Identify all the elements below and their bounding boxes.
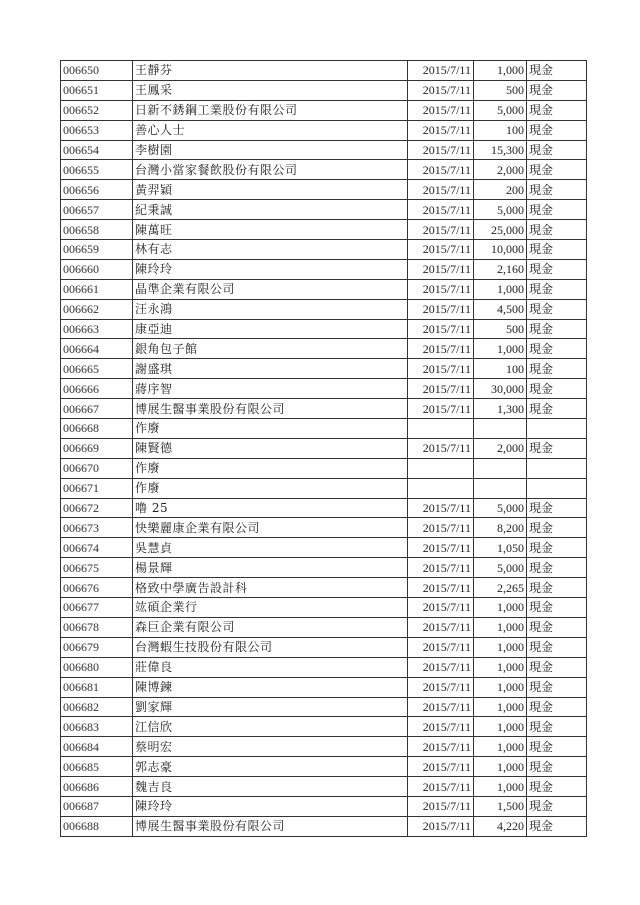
donation-date-cell: 2015/7/11 <box>408 677 474 697</box>
donor-name-cell: 江信欣 <box>133 717 408 737</box>
amount-cell: 200 <box>474 180 527 200</box>
ledger-body <box>61 61 587 837</box>
donor-name-cell: 作廢 <box>133 419 408 439</box>
table-row <box>61 558 587 578</box>
receipt-number-cell: 006676 <box>61 578 133 598</box>
table-row <box>61 717 587 737</box>
table-row <box>61 578 587 598</box>
payment-method-cell: 現金 <box>527 359 587 379</box>
receipt-number-cell: 006667 <box>61 399 133 419</box>
amount-cell: 1,000 <box>474 637 527 657</box>
payment-method-cell: 現金 <box>527 279 587 299</box>
payment-method-cell: 現金 <box>527 737 587 757</box>
amount-cell: 1,000 <box>474 61 527 81</box>
donor-name-cell: 謝盛琪 <box>133 359 408 379</box>
donor-name-cell: 黃羿穎 <box>133 180 408 200</box>
receipt-number-cell: 006663 <box>61 319 133 339</box>
payment-method-cell <box>527 458 587 478</box>
donation-date-cell: 2015/7/11 <box>408 657 474 677</box>
receipt-number-cell: 006660 <box>61 259 133 279</box>
payment-method-cell: 現金 <box>527 80 587 100</box>
payment-method-cell: 現金 <box>527 299 587 319</box>
donor-name-cell: 作廢 <box>133 478 408 498</box>
payment-method-cell: 現金 <box>527 697 587 717</box>
receipt-number-cell: 006655 <box>61 160 133 180</box>
donor-name-cell: 蔡明宏 <box>133 737 408 757</box>
donation-date-cell: 2015/7/11 <box>408 538 474 558</box>
donation-date-cell <box>408 419 474 439</box>
donation-date-cell: 2015/7/11 <box>408 279 474 299</box>
table-row <box>61 180 587 200</box>
donor-name-cell: 陳玲玲 <box>133 259 408 279</box>
amount-cell: 5,000 <box>474 558 527 578</box>
amount-cell: 1,000 <box>474 737 527 757</box>
payment-method-cell: 現金 <box>527 240 587 260</box>
donor-name-cell: 博展生醫事業股份有限公司 <box>133 816 408 836</box>
payment-method-cell: 現金 <box>527 598 587 618</box>
donation-date-cell: 2015/7/11 <box>408 299 474 319</box>
donation-date-cell: 2015/7/11 <box>408 240 474 260</box>
donation-date-cell: 2015/7/11 <box>408 80 474 100</box>
donor-name-cell: 林有志 <box>133 240 408 260</box>
donation-date-cell: 2015/7/11 <box>408 518 474 538</box>
table-row <box>61 80 587 100</box>
receipt-number-cell: 006654 <box>61 140 133 160</box>
amount-cell: 100 <box>474 359 527 379</box>
receipt-number-cell: 006650 <box>61 61 133 81</box>
donation-date-cell: 2015/7/11 <box>408 339 474 359</box>
payment-method-cell: 現金 <box>527 61 587 81</box>
donor-name-cell: 台灣小當家餐飲股份有限公司 <box>133 160 408 180</box>
donation-date-cell: 2015/7/11 <box>408 120 474 140</box>
amount-cell: 1,500 <box>474 796 527 816</box>
receipt-number-cell: 006670 <box>61 458 133 478</box>
payment-method-cell: 現金 <box>527 120 587 140</box>
donor-name-cell: 噜 25 <box>133 498 408 518</box>
receipt-number-cell: 006685 <box>61 757 133 777</box>
payment-method-cell: 現金 <box>527 538 587 558</box>
table-row <box>61 637 587 657</box>
payment-method-cell: 現金 <box>527 578 587 598</box>
amount-cell: 1,000 <box>474 279 527 299</box>
table-row <box>61 399 587 419</box>
amount-cell: 1,000 <box>474 617 527 637</box>
donation-date-cell: 2015/7/11 <box>408 737 474 757</box>
table-row <box>61 259 587 279</box>
donation-date-cell: 2015/7/11 <box>408 637 474 657</box>
amount-cell: 2,265 <box>474 578 527 598</box>
donor-name-cell: 康亞迪 <box>133 319 408 339</box>
table-row <box>61 379 587 399</box>
amount-cell: 2,000 <box>474 438 527 458</box>
donor-name-cell: 竑碩企業行 <box>133 598 408 618</box>
donation-date-cell <box>408 478 474 498</box>
amount-cell: 1,300 <box>474 399 527 419</box>
table-row <box>61 438 587 458</box>
payment-method-cell: 現金 <box>527 379 587 399</box>
table-row <box>61 538 587 558</box>
receipt-number-cell: 006674 <box>61 538 133 558</box>
donor-name-cell: 銀角包子館 <box>133 339 408 359</box>
table-row <box>61 299 587 319</box>
amount-cell: 100 <box>474 120 527 140</box>
payment-method-cell <box>527 419 587 439</box>
payment-method-cell: 現金 <box>527 140 587 160</box>
amount-cell: 8,200 <box>474 518 527 538</box>
payment-method-cell: 現金 <box>527 399 587 419</box>
receipt-number-cell: 006652 <box>61 100 133 120</box>
receipt-number-cell: 006683 <box>61 717 133 737</box>
receipt-number-cell: 006675 <box>61 558 133 578</box>
donor-name-cell: 日新不銹鋼工業股份有限公司 <box>133 100 408 120</box>
table-row <box>61 598 587 618</box>
receipt-number-cell: 006658 <box>61 220 133 240</box>
receipt-number-cell: 006665 <box>61 359 133 379</box>
donor-name-cell: 王靜芬 <box>133 61 408 81</box>
donation-date-cell <box>408 458 474 478</box>
donor-name-cell: 楊景輝 <box>133 558 408 578</box>
donation-date-cell: 2015/7/11 <box>408 717 474 737</box>
payment-method-cell: 現金 <box>527 100 587 120</box>
amount-cell: 1,000 <box>474 657 527 677</box>
table-row <box>61 160 587 180</box>
donation-date-cell: 2015/7/11 <box>408 100 474 120</box>
donor-name-cell: 陳玲玲 <box>133 796 408 816</box>
receipt-number-cell: 006664 <box>61 339 133 359</box>
amount-cell: 5,000 <box>474 100 527 120</box>
table-row <box>61 419 587 439</box>
amount-cell: 1,000 <box>474 717 527 737</box>
amount-cell: 10,000 <box>474 240 527 260</box>
table-row <box>61 279 587 299</box>
donor-name-cell: 陳博鍊 <box>133 677 408 697</box>
donation-date-cell: 2015/7/11 <box>408 61 474 81</box>
donation-date-cell: 2015/7/11 <box>408 598 474 618</box>
donor-name-cell: 王鳳采 <box>133 80 408 100</box>
payment-method-cell <box>527 478 587 498</box>
receipt-number-cell: 006659 <box>61 240 133 260</box>
payment-method-cell: 現金 <box>527 339 587 359</box>
donation-date-cell: 2015/7/11 <box>408 200 474 220</box>
table-row <box>61 478 587 498</box>
table-row <box>61 796 587 816</box>
amount-cell: 5,000 <box>474 498 527 518</box>
receipt-number-cell: 006661 <box>61 279 133 299</box>
donation-date-cell: 2015/7/11 <box>408 438 474 458</box>
payment-method-cell: 現金 <box>527 319 587 339</box>
payment-method-cell: 現金 <box>527 180 587 200</box>
donor-name-cell: 快樂麗康企業有限公司 <box>133 518 408 538</box>
table-row <box>61 498 587 518</box>
payment-method-cell: 現金 <box>527 518 587 538</box>
donation-date-cell: 2015/7/11 <box>408 816 474 836</box>
receipt-number-cell: 006679 <box>61 637 133 657</box>
table-row <box>61 140 587 160</box>
donor-name-cell: 作廢 <box>133 458 408 478</box>
donor-name-cell: 蔣序智 <box>133 379 408 399</box>
donation-date-cell: 2015/7/11 <box>408 379 474 399</box>
amount-cell: 2,000 <box>474 160 527 180</box>
receipt-number-cell: 006684 <box>61 737 133 757</box>
donor-name-cell: 汪永鴻 <box>133 299 408 319</box>
donation-date-cell: 2015/7/11 <box>408 160 474 180</box>
donation-date-cell: 2015/7/11 <box>408 777 474 797</box>
table-row <box>61 657 587 677</box>
payment-method-cell: 現金 <box>527 757 587 777</box>
payment-method-cell: 現金 <box>527 677 587 697</box>
payment-method-cell: 現金 <box>527 637 587 657</box>
donation-ledger-table <box>60 60 587 837</box>
table-row <box>61 677 587 697</box>
amount-cell: 500 <box>474 319 527 339</box>
donation-date-cell: 2015/7/11 <box>408 180 474 200</box>
receipt-number-cell: 006662 <box>61 299 133 319</box>
table-row <box>61 697 587 717</box>
donor-name-cell: 晶準企業有限公司 <box>133 279 408 299</box>
amount-cell: 1,000 <box>474 598 527 618</box>
donor-name-cell: 魏吉良 <box>133 777 408 797</box>
table-row <box>61 617 587 637</box>
donation-date-cell: 2015/7/11 <box>408 578 474 598</box>
payment-method-cell: 現金 <box>527 438 587 458</box>
amount-cell: 1,000 <box>474 697 527 717</box>
donor-name-cell: 台灣蝦生技股份有限公司 <box>133 637 408 657</box>
table-row <box>61 458 587 478</box>
donor-name-cell: 博展生醫事業股份有限公司 <box>133 399 408 419</box>
donation-date-cell: 2015/7/11 <box>408 757 474 777</box>
donor-name-cell: 善心人士 <box>133 120 408 140</box>
table-row <box>61 220 587 240</box>
receipt-number-cell: 006668 <box>61 419 133 439</box>
donor-name-cell: 劉家輝 <box>133 697 408 717</box>
table-row <box>61 100 587 120</box>
donor-name-cell: 吳慧貞 <box>133 538 408 558</box>
donor-name-cell: 陳萬旺 <box>133 220 408 240</box>
amount-cell: 1,000 <box>474 777 527 797</box>
amount-cell: 30,000 <box>474 379 527 399</box>
amount-cell: 25,000 <box>474 220 527 240</box>
receipt-number-cell: 006680 <box>61 657 133 677</box>
donation-date-cell: 2015/7/11 <box>408 220 474 240</box>
donation-date-cell: 2015/7/11 <box>408 140 474 160</box>
receipt-number-cell: 006656 <box>61 180 133 200</box>
donor-name-cell: 莊偉良 <box>133 657 408 677</box>
donation-date-cell: 2015/7/11 <box>408 498 474 518</box>
receipt-number-cell: 006651 <box>61 80 133 100</box>
receipt-number-cell: 006657 <box>61 200 133 220</box>
donation-date-cell: 2015/7/11 <box>408 319 474 339</box>
donation-date-cell: 2015/7/11 <box>408 399 474 419</box>
table-row <box>61 120 587 140</box>
amount-cell: 1,000 <box>474 339 527 359</box>
table-row <box>61 61 587 81</box>
receipt-number-cell: 006678 <box>61 617 133 637</box>
donor-name-cell: 陳賢德 <box>133 438 408 458</box>
table-row <box>61 359 587 379</box>
donation-date-cell: 2015/7/11 <box>408 259 474 279</box>
receipt-number-cell: 006677 <box>61 598 133 618</box>
amount-cell: 500 <box>474 80 527 100</box>
amount-cell <box>474 458 527 478</box>
donor-name-cell: 格致中學廣告設計科 <box>133 578 408 598</box>
amount-cell: 1,050 <box>474 538 527 558</box>
donation-date-cell: 2015/7/11 <box>408 558 474 578</box>
receipt-number-cell: 006687 <box>61 796 133 816</box>
table-row <box>61 518 587 538</box>
receipt-number-cell: 006681 <box>61 677 133 697</box>
amount-cell: 5,000 <box>474 200 527 220</box>
table-row <box>61 319 587 339</box>
receipt-number-cell: 006672 <box>61 498 133 518</box>
table-row <box>61 777 587 797</box>
payment-method-cell: 現金 <box>527 816 587 836</box>
payment-method-cell: 現金 <box>527 259 587 279</box>
table-row <box>61 339 587 359</box>
receipt-number-cell: 006688 <box>61 816 133 836</box>
table-row <box>61 200 587 220</box>
amount-cell: 15,300 <box>474 140 527 160</box>
payment-method-cell: 現金 <box>527 160 587 180</box>
table-row <box>61 737 587 757</box>
payment-method-cell: 現金 <box>527 558 587 578</box>
donor-name-cell: 李樹園 <box>133 140 408 160</box>
amount-cell: 1,000 <box>474 677 527 697</box>
donation-date-cell: 2015/7/11 <box>408 359 474 379</box>
payment-method-cell: 現金 <box>527 220 587 240</box>
amount-cell <box>474 478 527 498</box>
amount-cell: 2,160 <box>474 259 527 279</box>
amount-cell: 1,000 <box>474 757 527 777</box>
amount-cell: 4,500 <box>474 299 527 319</box>
payment-method-cell: 現金 <box>527 200 587 220</box>
payment-method-cell: 現金 <box>527 777 587 797</box>
table-row <box>61 816 587 836</box>
amount-cell: 4,220 <box>474 816 527 836</box>
receipt-number-cell: 006669 <box>61 438 133 458</box>
receipt-number-cell: 006653 <box>61 120 133 140</box>
receipt-number-cell: 006682 <box>61 697 133 717</box>
table-row <box>61 757 587 777</box>
donor-name-cell: 紀秉誠 <box>133 200 408 220</box>
receipt-number-cell: 006673 <box>61 518 133 538</box>
table-row <box>61 240 587 260</box>
donation-date-cell: 2015/7/11 <box>408 697 474 717</box>
payment-method-cell: 現金 <box>527 617 587 637</box>
receipt-number-cell: 006666 <box>61 379 133 399</box>
payment-method-cell: 現金 <box>527 796 587 816</box>
donation-date-cell: 2015/7/11 <box>408 796 474 816</box>
receipt-number-cell: 006671 <box>61 478 133 498</box>
receipt-number-cell: 006686 <box>61 777 133 797</box>
donor-name-cell: 森巨企業有限公司 <box>133 617 408 637</box>
donation-date-cell: 2015/7/11 <box>408 617 474 637</box>
amount-cell <box>474 419 527 439</box>
payment-method-cell: 現金 <box>527 657 587 677</box>
donor-name-cell: 郭志豪 <box>133 757 408 777</box>
payment-method-cell: 現金 <box>527 498 587 518</box>
payment-method-cell: 現金 <box>527 717 587 737</box>
